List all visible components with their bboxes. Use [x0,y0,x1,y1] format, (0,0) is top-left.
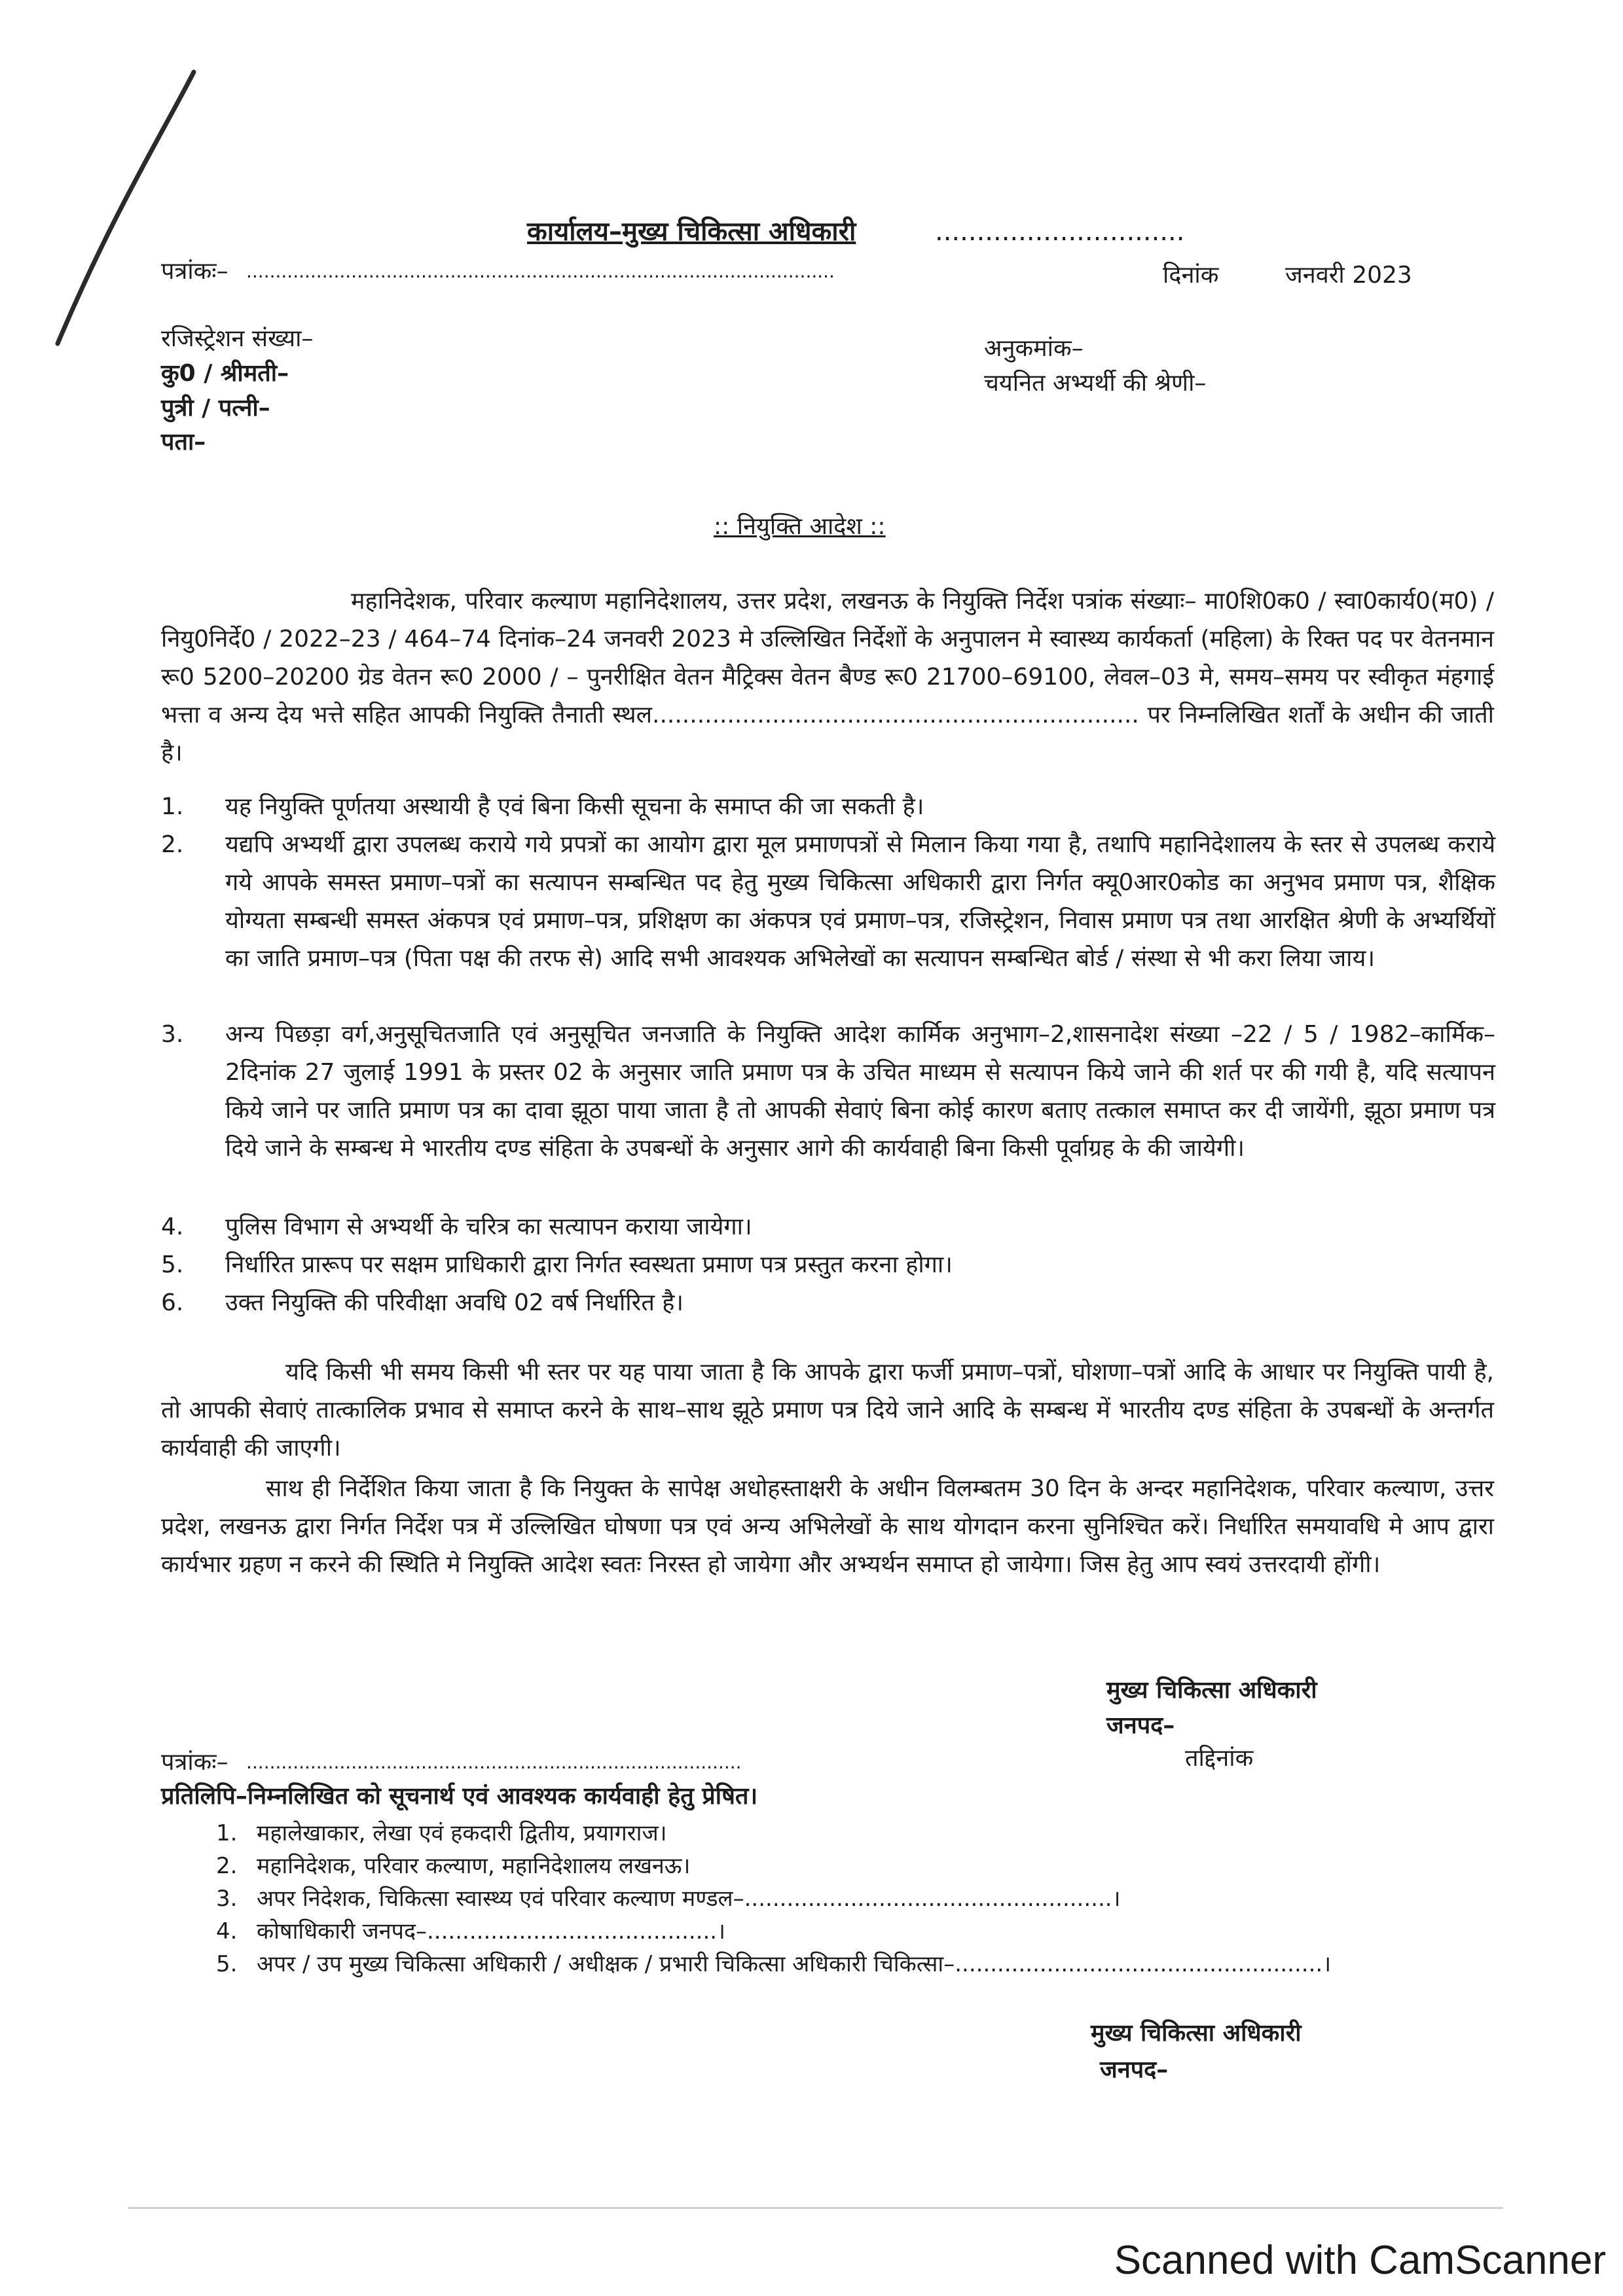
list-number: 2. [161,831,184,858]
list-text: अन्य पिछड़ा वर्ग,अनुसूचितजाति एवं अनुसूचित जनजाति के नियुक्ति आदेश कार्मिक अनुभाग–2,शासनादेश संख्या –22 / 5 / 1982–कार्मिक–2दिनांक 27 जुलाई 1991 के प्रस्तर 02 के अनुसार जाति प्रमाण पत्र के उचित माध्यम से सत्यापन किये जाने की शर्त पर की गयी है, यदि सत्यापन किये जाने पर जाति प्रमाण पत्र का दावा झूठा पाया जाता है तो आपकी सेवाएं बिना कोई कारण बताए तत्काल समाप्त कर दी जायेंगी, झूठा प्रमाण पत्र दिये जाने के सम्बन्ध मे भारतीय दण्ड संहिता के उपबन्धों के अनुसार आगे की कार्यवाही बिना किसी पूर्वाग्रह के की जायेगी। [225,1021,1495,1162]
signature-district: जनपद– [1106,1712,1175,1739]
list-number: 5. [161,1251,184,1278]
copy-patrank-dots: ..................................................................................... [246,1751,742,1773]
conditions-list [161,788,1495,1322]
list-item [216,1817,1501,1850]
list-item [216,1948,1501,1981]
patrank-label: पत्रांकः– [161,258,228,285]
list-item [161,1284,1495,1322]
list-text: महानिदेशक, परिवार कल्याण, महानिदेशालय लखनऊ। [257,1853,691,1879]
list-item [161,788,1495,826]
signature-title: मुख्य चिकित्सा अधिकारी [1091,2020,1302,2047]
list-number: 4. [216,1918,238,1945]
list-item [161,1016,1495,1208]
list-number: 3. [161,1021,184,1048]
list-item [216,1882,1501,1915]
list-number: 3. [216,1886,238,1912]
list-text: निर्धारित प्रारूप पर सक्षम प्राधिकारी द्वारा निर्गत स्वस्थता प्रमाण पत्र प्रस्तुत करना होगा। [225,1251,953,1278]
list-text: कोषाधिकारी जनपद–.........................................। [257,1918,725,1945]
list-item [216,1850,1501,1882]
candidate-category-label: चयनित अभ्यर्थी की श्रेणी– [984,370,1207,397]
list-number: 2. [216,1853,238,1879]
copy-heading: प्रतिलिपि–निम्नलिखित को सूचनार्थ एवं आवश्यक कार्यवाही हेतु प्रेषित। [161,1783,758,1810]
list-text: अपर / उप मुख्य चिकित्सा अधिकारी / अधीक्षक / प्रभारी चिकित्सा अधिकारी चिकित्सा–....................................................। [257,1951,1332,1977]
scan-margin-line [0,0,210,367]
copy-list [216,1817,1501,1981]
list-text: यद्यपि अभ्यर्थी द्वारा उपलब्ध कराये गये प्रपत्रों का आयोग द्वारा मूल प्रमाणपत्रों से मिलान किया गया है, तथापि महानिदेशालय के स्तर से उपलब्ध कराये गये आपके समस्त प्रमाण–पत्रों का सत्यापन सम्बन्धित पद हेतु मुख्य चिकित्सा अधिकारी द्वारा निर्गत क्यू0आर0कोड का अनुभव प्रमाण पत्र, शैक्षिक योग्यता सम्बन्धी समस्त अंकपत्र एवं प्रमाण–पत्र, प्रशिक्षण का अंकपत्र एवं प्रमाण–पत्र, रजिस्ट्रेशन, निवास प्रमाण पत्र तथा आरक्षित श्रेणी के अभ्यर्थियों का जाति प्रमाण–पत्र (पिता पक्ष की तरफ से) आदि सभी आवश्यक अभिलेखों का सत्यापन सम्बन्धित बोर्ड / संस्था से भी करा लिया जाय। [225,831,1495,972]
joining-paragraph: साथ ही निर्देशित किया जाता है कि नियुक्त के सापेक्ष अधोहस्ताक्षरी के अधीन विलम्बतम 30 दिन के अन्दर महानिदेशक, परिवार कल्याण, उत्तर प्रदेश, लखनऊ द्वारा निर्गत निर्देश पत्र में उल्लिखित घोषणा पत्र एवं अन्य अभिलेखों के साथ योगदान करना सुनिश्चित करें। निर्धारित समयावधि मे आप द्वारा कार्यभार ग्रहण न करने की स्थिति मे नियुक्ति आदेश स्वतः निरस्त हो जायेगा और अभ्यर्थन समाप्त हो जायेगा। जिस हेतु आप स्वयं उत्तरदायी होंगी। [161,1475,1494,1578]
office-title-dots: .............................. [935,217,1185,247]
list-number: 1. [161,793,184,820]
camscanner-watermark: Scanned with CamScanner [1114,2238,1606,2283]
signature-district: जनपद– [1100,2056,1169,2083]
list-text: अपर निदेशक, चिकित्सा स्वास्थ्य एवं परिवार कल्याण मण्डल–....................................................। [257,1886,1121,1912]
list-item [216,1915,1501,1948]
list-text: पुलिस विभाग से अभ्यर्थी के चरित्र का सत्यापन कराया जायेगा। [225,1213,752,1240]
registration-number-label: रजिस्ट्रेशन संख्या– [161,325,314,352]
daughter-wife-label: पुत्री / पत्नी– [161,395,270,422]
list-number: 6. [161,1289,184,1316]
scan-bottom-edge [128,2207,1503,2209]
list-number: 1. [216,1820,238,1846]
list-item [161,826,1495,1016]
list-text: महालेखाकार, लेखा एवं हकदारी द्वितीय, प्रयागराज। [257,1820,667,1846]
list-text: उक्त नियुक्ति की परिवीक्षा अवधि 02 वर्ष निर्धारित है। [225,1289,684,1316]
list-item [161,1208,1495,1246]
signature-title: मुख्य चिकित्सा अधिकारी [1106,1677,1317,1704]
date-label: दिनांक [1163,262,1219,289]
list-item [161,1246,1495,1284]
list-text: यह नियुक्ति पूर्णतया अस्थायी है एवं बिना किसी सूचना के समाप्त की जा सकती है। [225,793,924,820]
address-label: पता– [161,429,206,456]
list-number: 5. [216,1951,238,1977]
intro-paragraph: महानिदेशक, परिवार कल्याण महानिदेशालय, उत्तर प्रदेश, लखनऊ के नियुक्ति निर्देश पत्रांक संख्याः– मा0शि0क0 / स्वा0कार्य0(म0) / नियु0निर्दे0 / 2022–23 / 464–74 दिनांक–24 जनवरी 2023 मे उल्लिखित निर्देशों के अनुपालन मे स्वास्थ्य कार्यकर्ता (महिला) के रिक्त पद पर वेतनमान रू0 5200–20200 ग्रेड वेतन रू0 2000 / – पुनरीक्षित वेतन मैट्रिक्स वेतन बैण्ड रू0 21700–69100, लेवल–03 मे, समय–समय पर स्वीकृत मंहगाई भत्ता व अन्य देय भत्ते सहित आपकी नियुक्ति तैनाती स्थल................................................................. पर निम्नलिखित शर्तों के अधीन की जाती है। [161,588,1494,766]
tad-dinank: तद्दिनांक [1185,1745,1254,1772]
office-title: कार्यालय–मुख्य चिकित्सा अधिकारी [527,217,856,247]
date-value: जनवरी 2023 [1285,262,1412,289]
roll-number-label: अनुकमांक– [984,335,1084,362]
patrank-dots: ..................................................................................................... [246,260,835,282]
list-number: 4. [161,1213,184,1240]
fake-documents-paragraph: यदि किसी भी समय किसी भी स्तर पर यह पाया जाता है कि आपके द्वारा फर्जी प्रमाण–पत्रों, घोशणा–पत्रों आदि के आधार पर नियुक्ति पायी है, तो आपकी सेवाएं तात्कालिक प्रभाव से समाप्त करने के साथ–साथ झूठे प्रमाण पत्र दिये जाने आदि के सम्बन्ध में भारतीय दण्ड संहिता के उपबन्धों के अन्तर्गत कार्यवाही की जाएगी। [161,1359,1494,1462]
order-title: :: नियुक्ति आदेश :: [714,513,886,540]
copy-patrank-label: पत्रांकः– [161,1749,228,1776]
candidate-name-label: कु0 / श्रीमती– [161,360,289,387]
